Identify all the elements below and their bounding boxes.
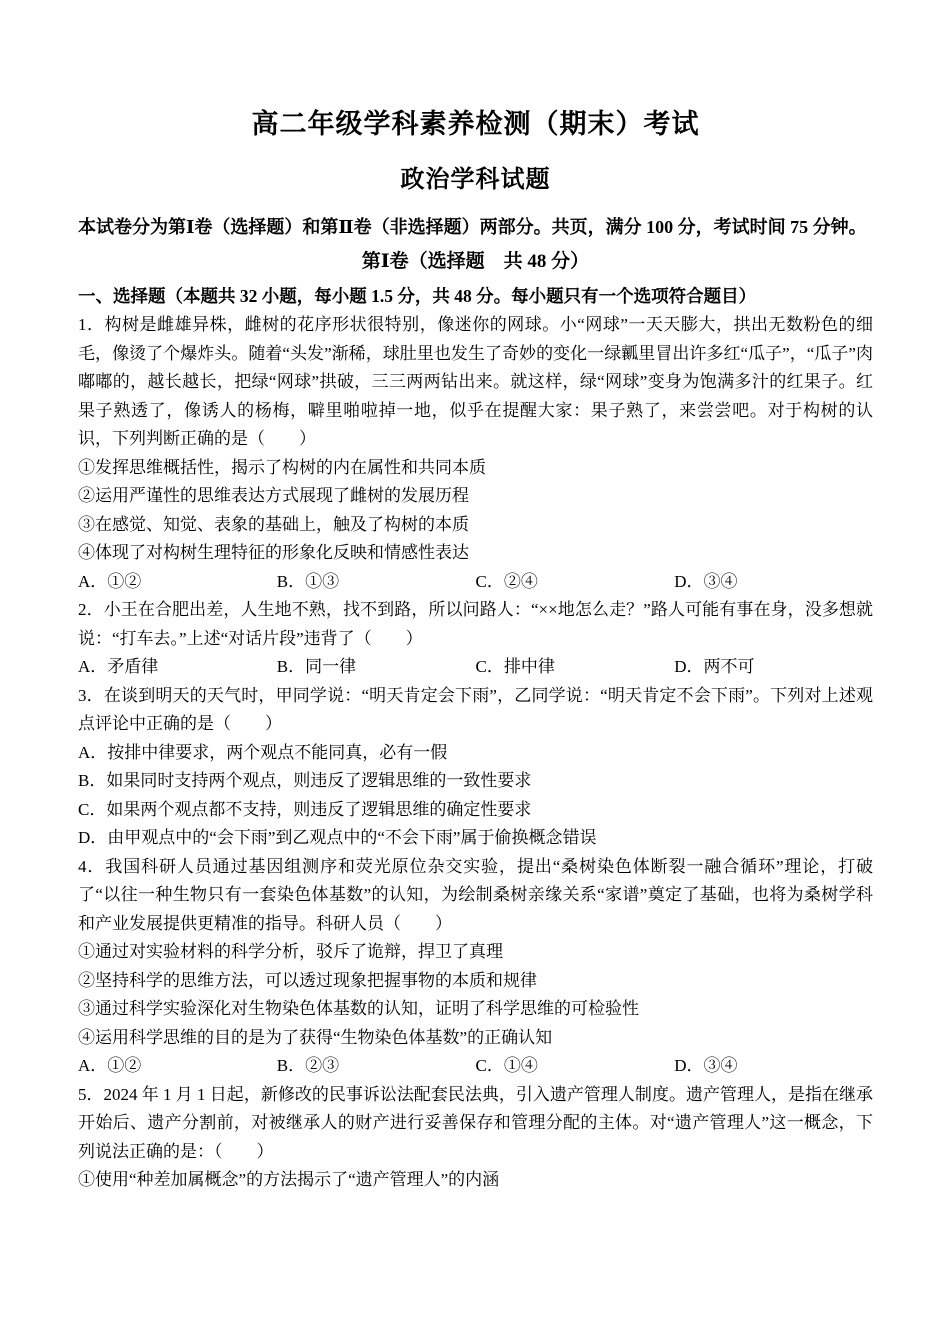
question-1-statement-3: ③在感觉、知觉、表象的基础上，触及了构树的本质 — [78, 514, 469, 534]
question-4-option-b: B．②③ — [276, 1056, 340, 1075]
question-3-stem-text: 在谈到明天的天气时，甲同学说：“明天肯定会下雨”，乙同学说：“明天肯定不会下雨”。下列对上述观点评论中正确的是（ ） — [78, 685, 874, 733]
question-5-number: 5． — [78, 1084, 104, 1104]
question-1-statement-1: ①发挥思维概括性，揭示了构树的内在属性和共同本质 — [78, 457, 486, 477]
question-2-number: 2． — [78, 600, 104, 619]
section1-heading: 第Ⅰ卷（选择题 共 48 分） — [361, 251, 590, 272]
question-3-number: 3． — [78, 685, 104, 705]
question-3-option-a: A．按排中律要求，两个观点不能同真，必有一假 — [78, 742, 448, 762]
question-2-option-d: D．两不可 — [674, 657, 755, 676]
question-2-stem-text: 小王在合肥出差，人生地不熟，找不到路，所以问路人：“××地怎么走？”路人可能有事在身，没多想就说：“打车去。”上述“对话片段”违背了（ ） — [78, 600, 874, 648]
question-1-option-c: C．②④ — [475, 571, 538, 591]
question-4-stem — [78, 853, 873, 939]
page-subtitle: 政治学科试题 — [400, 167, 551, 193]
question-5-statement-1: ①使用“种差加属概念”的方法揭示了“遗产管理人”的内涵 — [78, 1170, 500, 1189]
question-4-statement-4: ④运用科学思维的目的是为了获得“生物染色体基数”的正确认知 — [78, 1027, 553, 1047]
question-4-number: 4． — [78, 856, 106, 876]
question-3-option-c: C．如果两个观点都不支持，则违反了逻辑思维的确定性要求 — [78, 799, 532, 819]
question-1-option-d: D．③④ — [674, 571, 738, 591]
page-title: 高二年级学科素养检测（期末）考试 — [251, 109, 700, 139]
multiple-choice-instructions: 一、选择题（本题共 32 小题，每小题 1.5 分，共 48 分。每小题只有一个选项符合题目） — [78, 286, 757, 306]
question-4-statement-1: ①通过对实验材料的科学分析，驳斥了诡辩，捍卫了真理 — [78, 942, 503, 961]
question-5-stem-text: 2024 年 1 月 1 日起，新修改的民事诉讼法配套民法典，引入遗产管理人制度。遗产管理人，是指在继承开始后、遗产分割前，对被继承人的财产进行妥善保存和管理分配的主体。对“遗产管理人”这一概念，下列说法正确的是：（ ） — [78, 1084, 874, 1161]
question-1-stem-text: 构树是雌雄异株，雌树的花序形状很特别，像迷你的网球。小“网球”一天天膨大，拱出无数粉色的细毛，像烫了个爆炸头。随着“头发”渐稀，球肚里也发生了奇妙的变化一绿瓤里冒出许多红“瓜子”，“瓜子”肉嘟嘟的，越长越长，把绿“网球”拱破，三三两两钻出来。就这样，绿“网球”变身为饱满多汁的红果子。红果子熟透了，像诱人的杨梅，噼里啪啦掉一地，似乎在提醒大家：果子熟了，来尝尝吧。对于构树的认识，下列判断正确的是（ ） — [78, 315, 874, 448]
question-2-option-b: B．同一律 — [276, 657, 357, 676]
question-1 — [78, 311, 873, 596]
question-1-statement-4: ④体现了对构树生理特征的形象化反映和情感性表达 — [78, 543, 469, 562]
question-2 — [78, 596, 873, 682]
question-1-stem — [78, 311, 873, 454]
question-4-option-c: C．①④ — [475, 1056, 538, 1075]
question-4 — [78, 853, 873, 1081]
question-5-stem — [78, 1081, 873, 1167]
question-3-option-d: D．由甲观点中的“会下雨”到乙观点中的“不会下雨”属于偷换概念错误 — [78, 828, 597, 847]
question-3-option-b: B．如果同时支持两个观点，则违反了逻辑思维的一致性要求 — [78, 771, 532, 790]
question-4-stem-text: 我国科研人员通过基因组测序和荧光原位杂交实验，提出“桑树染色体断裂一融合循环”理论，打破了“以往一种生物只有一套染色体基数”的认知，为绘制桑树亲缘关系“家谱”奠定了基础，也将为桑树学科和产业发展提供更精准的指导。科研人员（ ） — [78, 856, 873, 933]
question-4-statement-3: ③通过科学实验深化对生物染色体基数的认知，证明了科学思维的可检验性 — [78, 999, 639, 1018]
question-3 — [78, 682, 873, 853]
question-4-option-a: A．①② — [78, 1056, 142, 1075]
question-4-options — [78, 1052, 873, 1081]
question-2-option-a: A．矛盾律 — [78, 657, 159, 676]
question-1-statement-2: ②运用严谨性的思维表达方式展现了雌树的发展历程 — [78, 486, 469, 505]
question-4-statement-2: ②坚持科学的思维方法，可以透过现象把握事物的本质和规律 — [78, 970, 537, 990]
question-2-options — [78, 653, 873, 682]
exam-intro: 本试卷分为第Ⅰ卷（选择题）和第Ⅱ卷（非选择题）两部分。共页，满分 100 分，考试时间 75 分钟。 — [78, 217, 867, 237]
question-5 — [78, 1081, 873, 1195]
question-1-option-a: A．①② — [78, 571, 142, 591]
question-2-option-c: C．排中律 — [475, 657, 555, 676]
question-4-option-d: D．③④ — [674, 1056, 738, 1075]
question-1-option-b: B．①③ — [276, 571, 340, 591]
question-2-stem — [78, 596, 873, 653]
question-1-number: 1． — [78, 315, 105, 334]
question-1-options — [78, 568, 873, 597]
question-3-stem — [78, 682, 873, 739]
